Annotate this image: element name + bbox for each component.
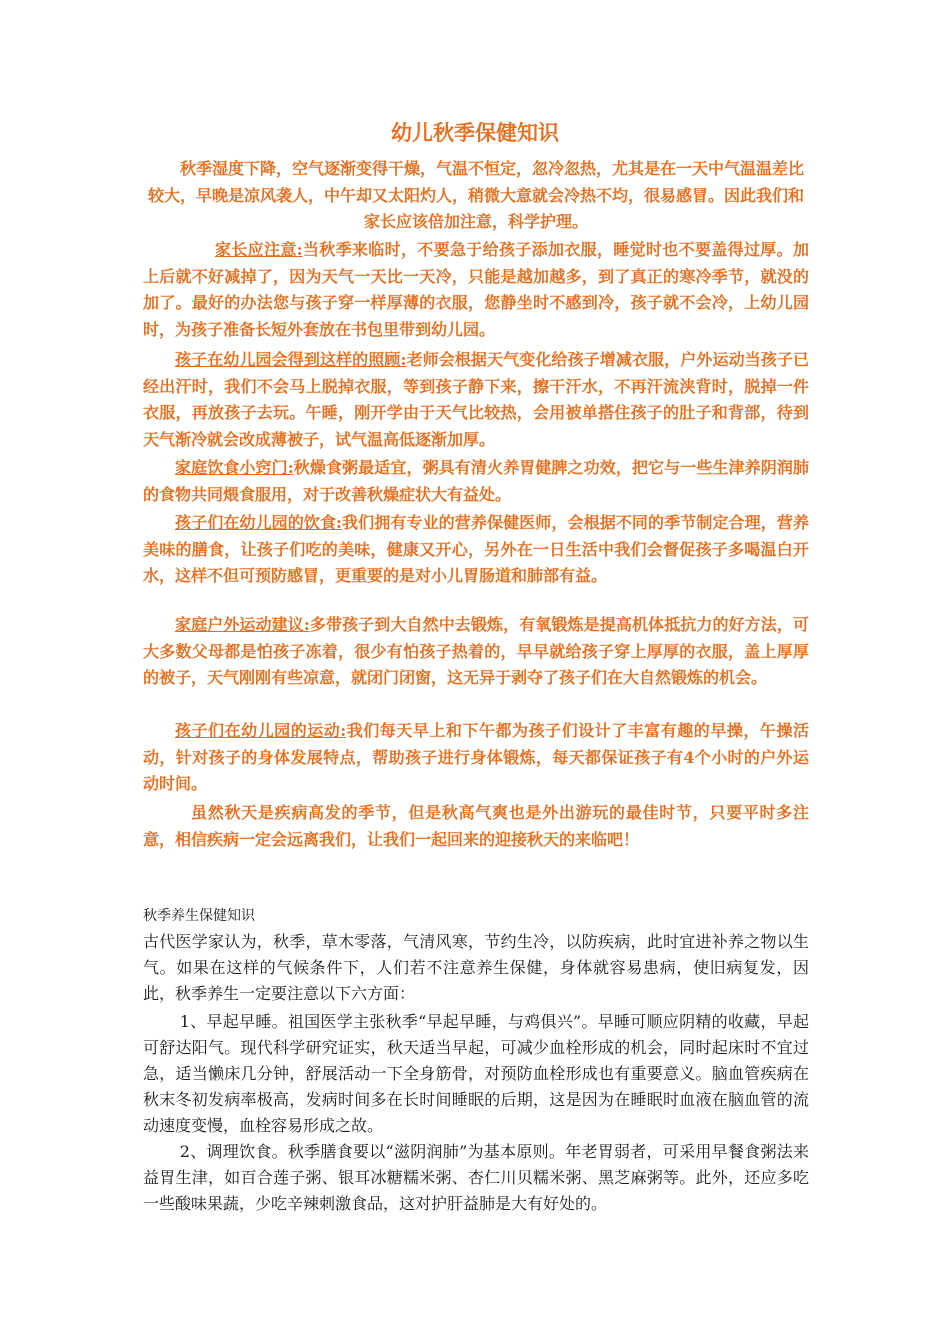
section-outdoor-advice	[143, 612, 809, 692]
document-title: 幼儿秋季保健知识	[391, 120, 559, 145]
section-label: 家长应注意:	[215, 240, 303, 259]
part2-heading: 秋季养生保健知识	[143, 908, 255, 924]
section-text: 秋燥食粥最适宜，粥具有清火养胃健脾之功效，把它与一些生津养阴润肺的食物共同煨食服用，对于改善秋燥症状大有益处。	[143, 458, 809, 504]
section-kindergarten-diet	[143, 510, 809, 590]
closing-paragraph: 虽然秋天是疾病高发的季节，但是秋高气爽也是外出游玩的最佳时节，只要平时多注意，相信疾病一定会远离我们，让我们一起回来的迎接秋天的来临吧！	[143, 803, 809, 849]
section-label: 孩子在幼儿园会得到这样的照顾:	[175, 350, 407, 369]
part2-intro: 古代医学家认为，秋季，草木零落，气清风寒，节约生冷，以防疾病，此时宜进补养之物以生气。如果在这样的气候条件下，人们若不注意养生保健，身体就容易患病，使旧病复发，因此，秋季养生一定要注意以下六方面：	[143, 932, 809, 1003]
section-label: 孩子们在幼儿园的饮食:	[175, 513, 342, 532]
section-text: 多带孩子到大自然中去锻炼，有氧锻炼是提高机体抵抗力的好方法，可大多数父母都是怕孩子冻着，很少有怕孩子热着的，早早就给孩子穿上厚厚的衣服，盖上厚厚的被子，天气刚刚有些凉意，就闭门闭窗，这无异于剥夺了孩子们在大自然锻炼的机会。	[143, 615, 809, 687]
part2-item-1: 1、早起早睡。祖国医学主张秋季“早起早睡，与鸡俱兴”。早睡可顺应阴精的收藏，早起可舒达阳气。现代科学研究证实，秋天适当早起，可减少血栓形成的机会，同时起床时不宜过急，适当懒床几分钟，舒展活动一下全身筋骨，对预防血栓形成也有重要意义。脑血管疾病在秋末冬初发病率极高，发病时间多在长时间睡眠的后期，这是因为在睡眠时血液在脑血管的流动速度变慢，血栓容易形成之故。	[143, 1012, 809, 1135]
section-text: 老师会根据天气变化给孩子增减衣服，户外运动当孩子已经出汗时，我们不会马上脱掉衣服，等到孩子静下来，擦干汗水，不再汗流浃背时，脱掉一件衣服，再放孩子去玩。午睡，刚开学由于天气比较热，会用被单搭住孩子的肚子和背部，待到天气渐冷就会改成薄被子，试气温高低逐渐加厚。	[143, 350, 809, 449]
section-label: 家庭户外运动建议:	[175, 615, 310, 634]
section-home-diet	[143, 455, 809, 508]
section-text: 我们每天早上和下午都为孩子们设计了丰富有趣的早操，午操活动，针对孩子的身体发展特点，帮助孩子进行身体锻炼，每天都保证孩子有4个小时的户外运动时间。	[143, 721, 809, 793]
section-parents-attention	[143, 237, 809, 343]
part2-item-2: 2、调理饮食。秋季膳食要以“滋阴润肺”为基本原则。年老胃弱者，可采用早餐食粥法来益胃生津，如百合莲子粥、银耳冰糖糯米粥、杏仁川贝糯米粥、黑芝麻粥等。此外，还应多吃一些酸味果蔬，少吃辛辣刺激食品，这对护肝益肺是大有好处的。	[143, 1142, 809, 1213]
section-text: 当秋季来临时，不要急于给孩子添加衣服，睡觉时也不要盖得过厚。加上后就不好减掉了，因为天气一天比一天冷，只能是越加越多，到了真正的寒冷季节，就没的加了。最好的办法您与孩子穿一样厚薄的衣服，您静坐时不感到冷，孩子就不会冷，上幼儿园时，为孩子准备长短外套放在书包里带到幼儿园。	[143, 240, 809, 339]
section-kindergarten-exercise	[143, 718, 809, 798]
section-label: 家庭饮食小窍门:	[175, 458, 294, 477]
intro-paragraph: 秋季湿度下降，空气逐渐变得干燥，气温不恒定，忽冷忽热，尤其是在一天中气温温差比较大，早晚是凉风袭人，中午却又太阳灼人，稍微大意就会冷热不均，很易感冒。因此我们和家长应该倍加注意，科学护理。	[147, 159, 804, 231]
section-kindergarten-care	[143, 347, 809, 453]
section-text: 我们拥有专业的营养保健医师，会根据不同的季节制定合理，营养美味的膳食，让孩子们吃的美味，健康又开心，另外在一日生活中我们会督促孩子多喝温白开水，这样不但可预防感冒，更重要的是对小儿胃肠道和肺部有益。	[143, 513, 809, 585]
section-label: 孩子们在幼儿园的运动:	[175, 721, 347, 740]
